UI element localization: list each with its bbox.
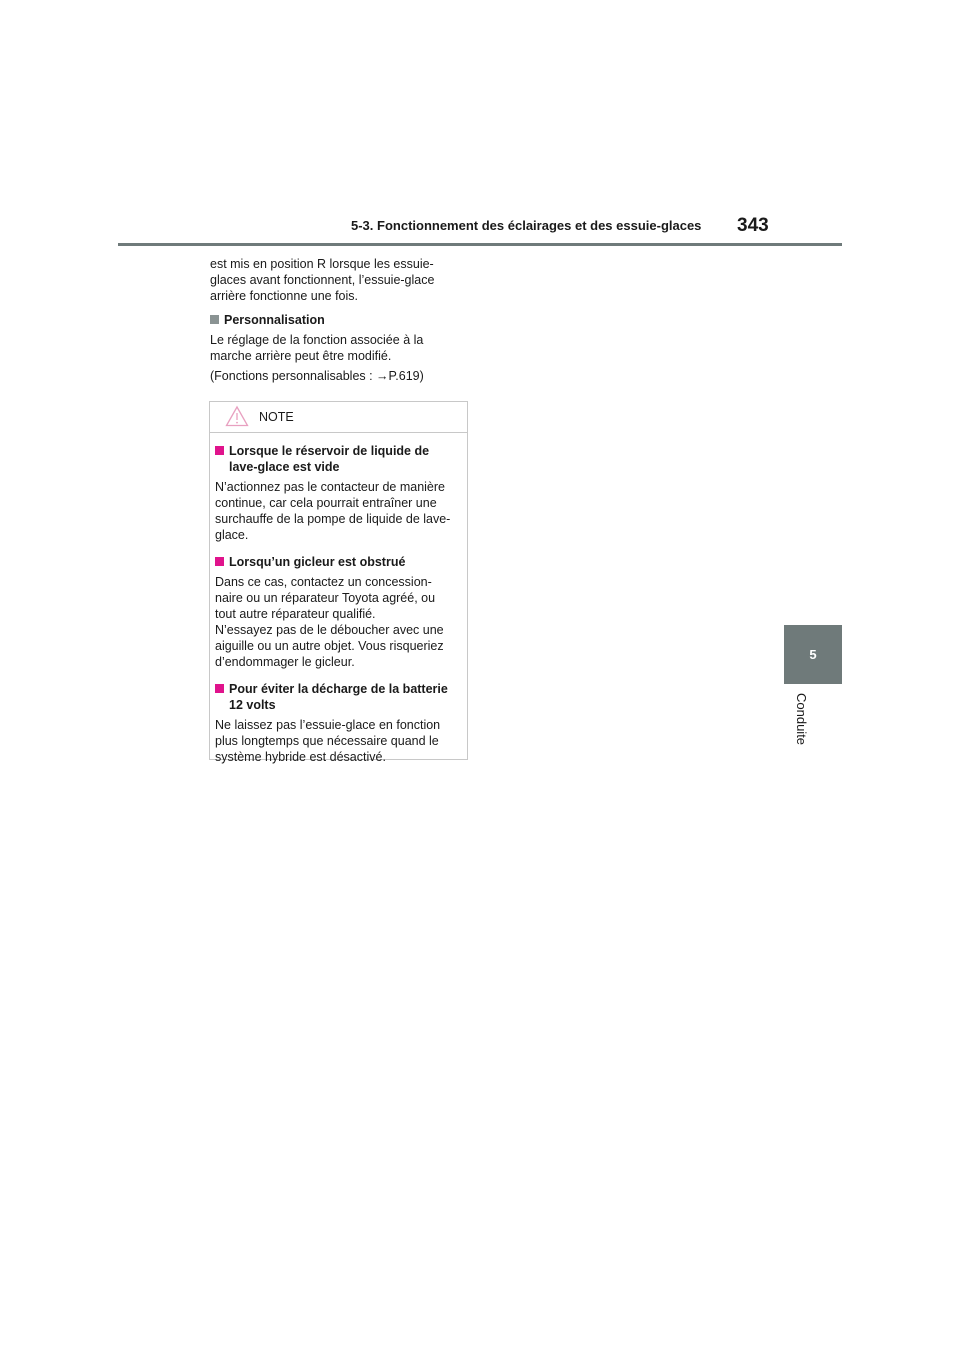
chapter-label: Conduite — [794, 693, 809, 746]
note-item-heading: Lorsqu’un gicleur est obstrué — [215, 554, 459, 570]
intro-paragraph — [210, 256, 470, 304]
square-bullet-icon — [215, 446, 224, 455]
note-item-heading: Pour éviter la décharge de la batterie 12 volts — [215, 681, 459, 713]
chapter-number: 5 — [809, 647, 817, 662]
personnalisation-ref: (Fonctions personnalisables : →P.619) — [210, 369, 424, 383]
chapter-tab — [784, 625, 842, 684]
square-bullet-icon — [210, 315, 219, 324]
note-body — [210, 433, 467, 765]
personnalisation-heading: Personnalisation — [210, 312, 470, 328]
running-header-section: 5-3. Fonctionnement des éclairages et des essuie-glaces — [351, 218, 702, 233]
intro-line: est mis en position R lorsque les essuie- — [210, 257, 434, 271]
page-number: 343 — [737, 215, 769, 236]
text-line: Le réglage de la fonction associée à la — [210, 333, 424, 347]
note-header — [210, 402, 467, 433]
header-rule — [118, 243, 842, 246]
intro-line: arrière fonctionne une fois. — [210, 289, 359, 303]
intro-line: glaces avant fonctionnent, l’essuie-glace — [210, 273, 435, 287]
square-bullet-icon — [215, 557, 224, 566]
note-item-text: Ne laissez pas l’essuie-glace en fonction plus longtemps que nécessaire quand le système hybride est désactivé. — [215, 718, 441, 764]
note-item-text: N’actionnez pas le contacteur de manière continue, car cela pourrait entraîner une surchauffe de la pompe de liquide de lave- glace. — [215, 480, 451, 542]
square-bullet-icon — [215, 684, 224, 693]
note-item-heading: Lorsque le réservoir de liquide de lave-glace est vide — [215, 443, 459, 475]
note-item-text: Dans ce cas, contactez un concession- naire ou un réparateur Toyota agréé, ou tout autre réparateur qualifié. N’essayez pas de le déboucher avec une aiguille ou un autre objet. Vous risqueriez d’endommager le gicleur. — [215, 575, 444, 669]
note-title: NOTE — [259, 410, 294, 424]
personnalisation-text — [210, 332, 470, 364]
warning-triangle-icon — [225, 405, 249, 431]
text-line: marche arrière peut être modifié. — [210, 349, 392, 363]
note-box — [209, 401, 468, 764]
main-text-column — [210, 256, 470, 392]
